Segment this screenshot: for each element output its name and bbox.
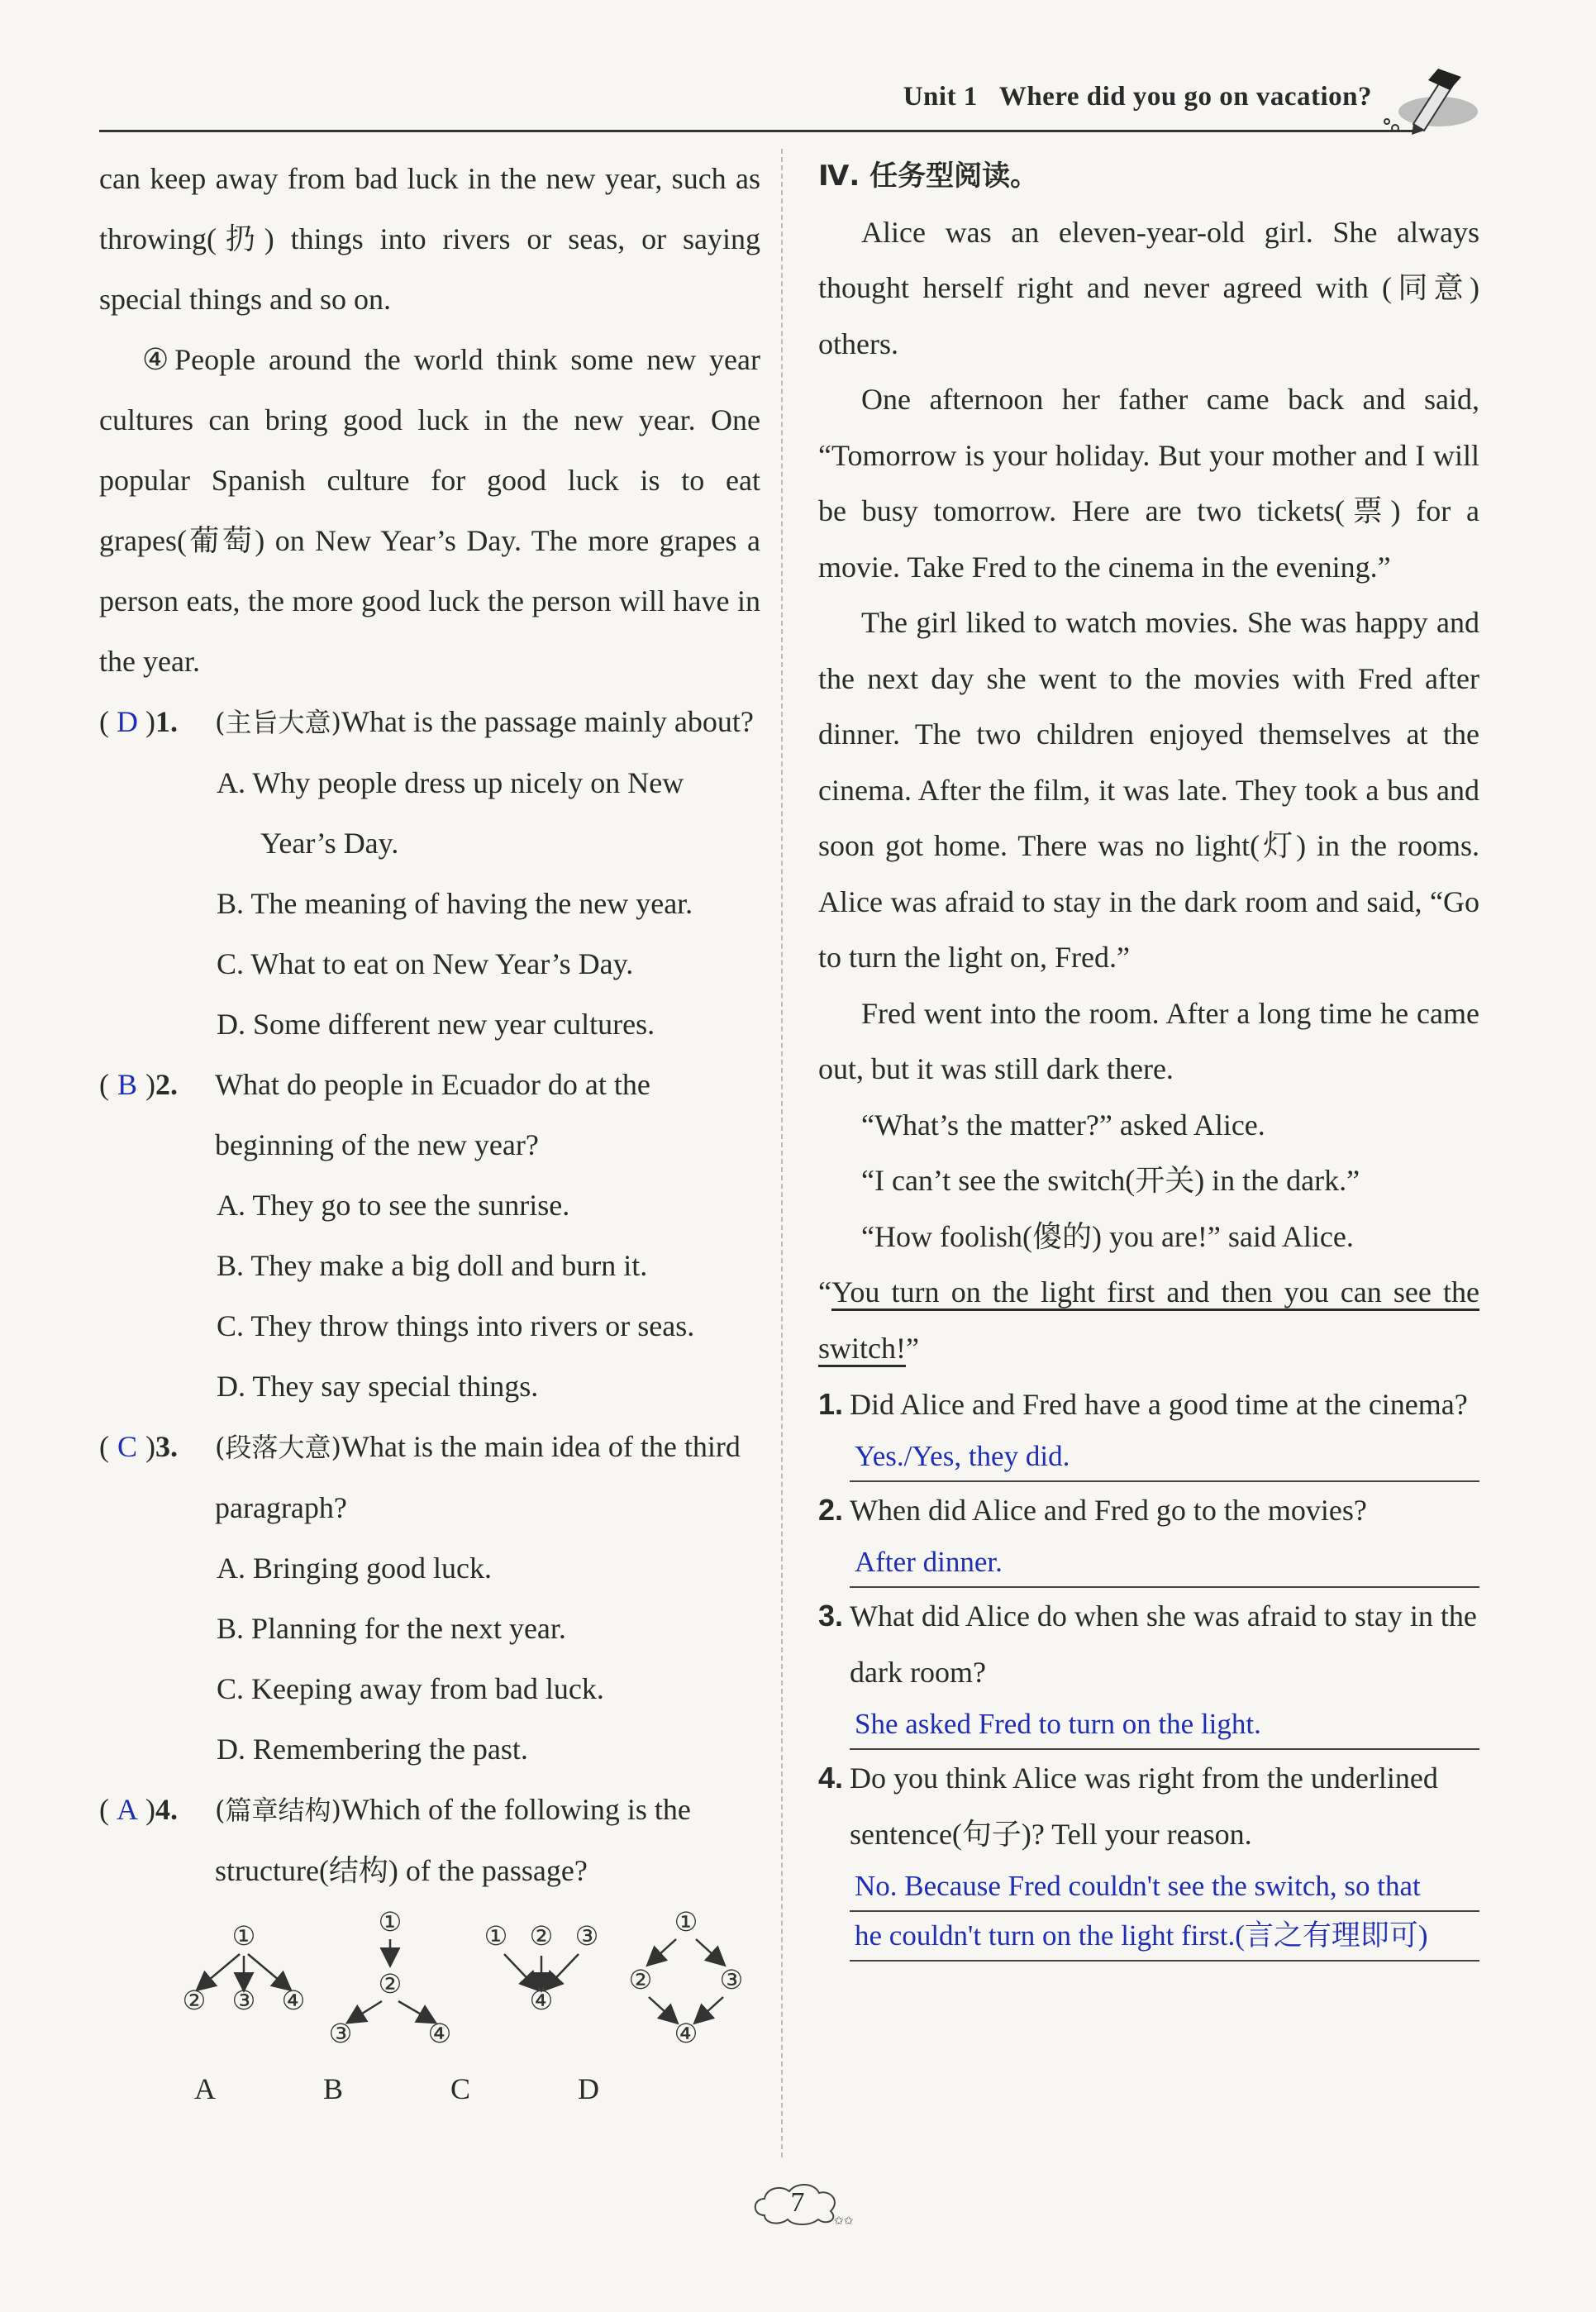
underlined-text: You turn on the light first and then you can see the switch! [818,1275,1479,1365]
diagram-label-d: D [577,2072,599,2105]
answer-bracket: ( B )2. [99,1055,215,1115]
story-paragraph-5: “What’s the matter?” asked Alice. [861,1108,1265,1142]
answer-bracket: ( A )4. [99,1780,215,1840]
close-quote: ” [905,1331,919,1365]
question-text: What do people in Ecuador do at the beginning of the new year? [215,1068,650,1161]
page-number-text: 7 [790,2187,805,2218]
answer-letter: A [117,1793,138,1826]
option-c: C. What to eat on New Year’s Day. [217,947,634,980]
node-b-3: ③ [328,2018,353,2049]
answer-line-4a: No. Because Fred couldn't see the switch, so that [850,1862,1479,1912]
answer-letter: D [117,705,138,738]
node-b-1: ① [378,1906,403,1938]
option-a: A. They go to see the sunrise. [217,1189,570,1222]
question-text: What is the main idea of the third paragraph? [215,1430,741,1524]
story-paragraph-4: Fred went into the room. After a long time he came out, but it was still dark there. [818,996,1479,1085]
question-number: 4. [818,1761,844,1795]
option-b: B. Planning for the next year. [217,1612,566,1645]
option-d: D. Remembering the past. [217,1733,528,1766]
unit-label: Unit 1 [903,82,978,112]
answer-letter: C [117,1430,137,1463]
option-a: A. Bringing good luck. [217,1552,492,1585]
story-paragraph-2: One afternoon her father came back and said, “Tomorrow is your holiday. But your mother and I will be busy tomorrow. Here are two tickets(票) for a movie. Take Fred to the cinema in the evening.” [818,383,1479,584]
story-paragraph-1: Alice was an eleven-year-old girl. She always thought herself right and never agreed with (同意) others. [818,215,1479,360]
question-number: 2. [155,1068,178,1101]
story-paragraph-3: The girl liked to watch movies. She was happy and the next day she went to the movies with Fred after dinner. The two children enjoyed themselves at the cinema. After the film, it was late. They took a bus and soon got home. There was no light(灯) in the rooms. Alice was afraid to stay in the dark room and said, “Go to turn the light on, Fred.” [818,606,1479,974]
option-b: B. They make a big doll and burn it. [217,1249,648,1282]
right-column [818,149,1479,1962]
question-text: Which of the following is the structure(结构) of the passage? [215,1793,691,1887]
diagram-label-b: B [322,2072,343,2105]
node-c-4: ④ [529,1985,554,2016]
answer-bracket: ( C )3. [99,1417,215,1477]
question-number: 2. [818,1493,844,1527]
question-1 [99,692,760,753]
reading-question-4 [818,1750,1479,1862]
story-paragraph-6: “I can’t see the switch(开关) in the dark.” [861,1164,1360,1197]
passage-paragraph-3-end: can keep away from bad luck in the new year, such as throwing(扔) things into rivers or seas, or saying special things and so on. [99,162,760,316]
question-3 [99,1417,760,1538]
question-number: 4. [155,1793,178,1826]
question-text: What is the passage mainly about? [341,705,754,738]
question-text: What did Alice do when she was afraid to stay in the dark room? [850,1599,1477,1689]
question-text: When did Alice and Fred go to the movies? [850,1494,1367,1527]
option-d: D. They say special things. [217,1370,539,1403]
diagram-label-c: C [450,2072,470,2105]
diagram-nodes [183,1906,744,2049]
node-a-4: ④ [281,1985,306,2016]
question-text: Do you think Alice was right from the underlined sentence(句子)? Tell your reason. [850,1761,1438,1851]
column-divider [781,149,783,2157]
answer-line-1: Yes./Yes, they did. [850,1432,1479,1482]
reading-question-1 [818,1376,1479,1432]
question-text: Did Alice and Fred have a good time at the cinema? [850,1388,1468,1421]
option-c: C. Keeping away from bad luck. [217,1672,604,1705]
page-number [748,2178,854,2228]
answer-line-4b: he couldn't turn on the light first.(言之有理即可) [850,1912,1479,1962]
question-number: 1. [818,1387,844,1421]
node-d-3: ③ [719,1964,744,1995]
question-number: 3. [818,1599,844,1633]
structure-diagram-svg [99,1906,760,2063]
question-number: 1. [155,705,178,738]
svg-text:✩✩: ✩✩ [834,2214,854,2228]
question-tag: (主旨大意) [215,707,341,738]
option-a: A. Why people dress up nicely on New [217,766,684,799]
page-header [99,79,1479,136]
left-column [99,149,760,2113]
answer-letter: B [117,1068,137,1101]
node-d-2: ② [628,1964,653,1995]
question-2 [99,1055,760,1175]
passage-paragraph-4: ④People around the world think some new year cultures can bring good luck in the new year. One popular Spanish culture for good luck is to eat grapes(葡萄) on New Year’s Day. The more grapes a person eats, the more good luck the person will have in the year. [99,343,760,678]
story-paragraph-7: “How foolish(傻的) you are!” said Alice. [861,1219,1354,1253]
unit-title: Where did you go on vacation? [998,82,1372,112]
node-d-4: ④ [674,2018,698,2049]
reading-question-2 [818,1482,1479,1538]
pen-book-icon [1380,62,1479,136]
node-b-2: ② [378,1968,403,2000]
node-c-3: ③ [574,1920,599,1952]
answer-line-2: After dinner. [850,1538,1479,1588]
structure-diagrams [99,1906,760,2113]
question-4 [99,1780,760,1901]
node-c-1: ① [484,1920,508,1952]
node-a-1: ① [231,1920,256,1952]
node-c-2: ② [529,1920,554,1952]
question-tag: (段落大意) [215,1432,341,1463]
option-c: C. They throw things into rivers or seas. [217,1309,695,1342]
option-d: D. Some different new year cultures. [217,1008,655,1041]
question-tag: (篇章结构) [215,1795,341,1826]
question-number: 3. [155,1430,178,1463]
node-a-3: ③ [231,1985,256,2016]
underlined-sentence [818,1265,1479,1376]
diagram-labels [141,2059,653,2119]
open-quote: “ [818,1275,831,1309]
answer-line-3: She asked Fred to turn on the light. [850,1700,1479,1750]
node-b-4: ④ [427,2018,452,2049]
option-b: B. The meaning of having the new year. [217,887,693,920]
header-title [903,82,1372,112]
answer-bracket: ( D )1. [99,692,215,752]
option-a-cont: Year’s Day. [260,827,399,860]
section-title: Ⅳ. 任务型阅读。 [818,160,1039,193]
node-a-2: ② [182,1985,207,2016]
diagram-label-a: A [193,2072,216,2105]
header-rule [99,130,1413,132]
node-d-1: ① [674,1906,698,1938]
reading-question-3 [818,1588,1479,1700]
